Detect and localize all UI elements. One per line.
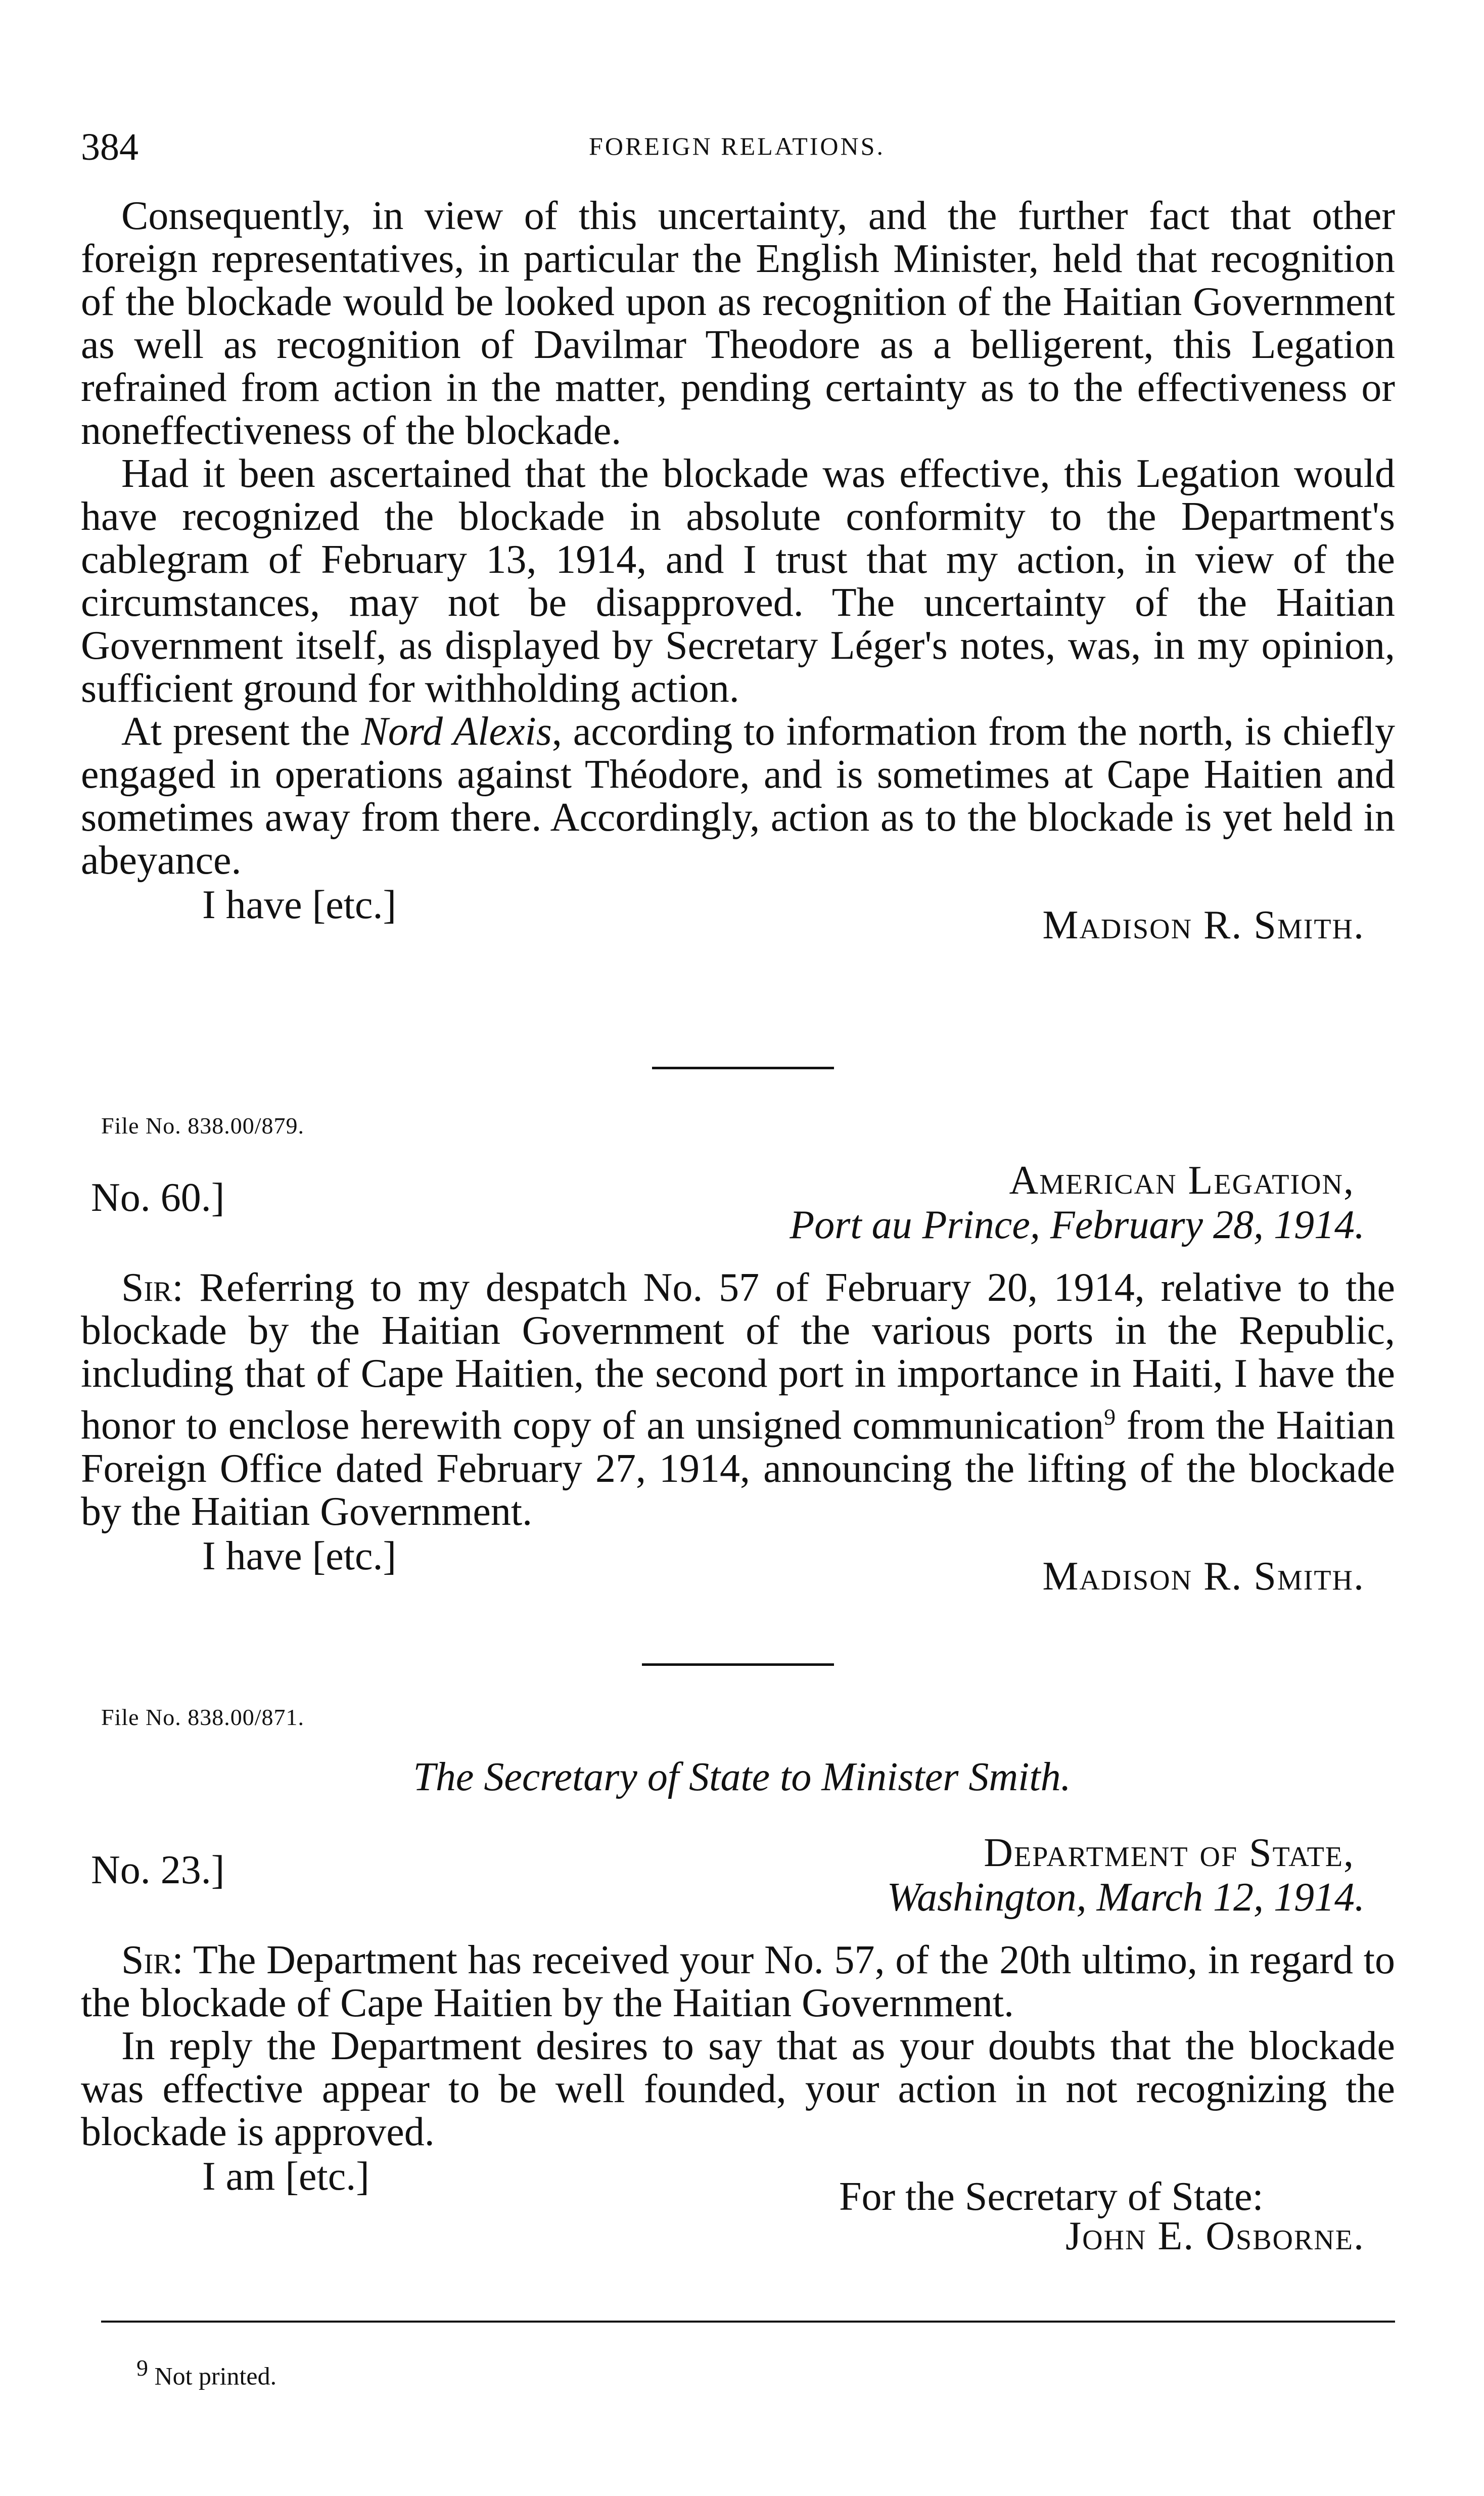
- footnote: [136, 2354, 276, 2391]
- closing-phrase: I am [etc.]: [202, 2154, 369, 2199]
- instruction-number: No. 23.]: [91, 1848, 225, 1892]
- closing-phrase: I have [etc.]: [202, 883, 397, 927]
- letter-title: The Secretary of State to Minister Smith.: [413, 1755, 1071, 1799]
- paragraph-1: Consequently, in view of this uncertainty, and the further fact that other foreign representatives, in particular the English Minister, held that recognition of the blockade would be looked upon as recognition of the Haitian Government as well as recognition of Davilmar Theodore as a belligerent, this Legation refrained from action in the matter, pending certainty as to the effectiveness or noneffectiveness of the blockade.: [81, 194, 1395, 453]
- paragraph-2: In reply the Department desires to say that as your doubts that the blockade was effective appear to be well founded, your action in not recognizing the blockade is approved.: [81, 2024, 1395, 2154]
- paragraph-3: At present the Nord Alexis, according to information from the north, is chiefly engaged in operations against Théodore, and is sometimes at Cape Haitien and sometimes away from there. Accordingly, action as to the blockade is yet held in abeyance.: [81, 709, 1396, 883]
- letter-body: [81, 1938, 1395, 2258]
- file-number: File No. 838.00/871.: [101, 1704, 305, 1730]
- signature: Madison R. Smith.: [1042, 903, 1365, 947]
- place-and-date: Washington, March 12, 1914.: [887, 1875, 1365, 1920]
- place-and-date: Port au Prince, February 28, 1914.: [790, 1203, 1365, 1247]
- signature: Madison R. Smith.: [1042, 1554, 1365, 1599]
- footnote-text: Not printed.: [154, 2362, 277, 2390]
- signature: John E. Osborne.: [1065, 2214, 1365, 2258]
- footnote-rule: [101, 2321, 1395, 2323]
- closing-block: [81, 1533, 1395, 1599]
- letter-body: [81, 1265, 1395, 1599]
- footnote-ref: 9: [1104, 1404, 1116, 1430]
- salutation: Sir: [121, 1938, 172, 1982]
- running-head: FOREIGN RELATIONS.: [589, 132, 885, 160]
- sender-organization: Department of State,: [984, 1831, 1355, 1875]
- section-rule: [642, 1663, 834, 1666]
- salutation: Sir: [121, 1265, 172, 1310]
- closing-block: [81, 882, 1395, 947]
- letter-continuation: [81, 194, 1396, 947]
- dateline: [81, 1158, 1395, 1249]
- section-rule: [652, 1067, 834, 1069]
- page-header: [81, 125, 1393, 171]
- paragraph-1: Sir: The Department has received your No. 57, of the 20th ultimo, in regard to the blockade of Cape Haitien by the Haitian Government.: [81, 1938, 1395, 2025]
- footnote-mark: 9: [136, 2355, 148, 2381]
- for-line: For the Secretary of State:: [839, 2174, 1264, 2219]
- sender-organization: American Legation,: [1009, 1158, 1355, 1203]
- page-number: 384: [81, 126, 138, 168]
- file-number: File No. 838.00/879.: [101, 1113, 305, 1139]
- despatch-number: No. 60.]: [91, 1175, 225, 1220]
- paragraph-2: Had it been ascertained that the blockade was effective, this Legation would have recognized the blockade in absolute conformity to the Department's cablegram of February 13, 1914, and I trust that my action, in view of the circumstances, may not be disapproved. The uncertainty of the Haitian Government itself, as displayed by Secretary Léger's notes, was, in my opinion, sufficient ground for withholding action.: [81, 451, 1395, 711]
- closing-block: [81, 2154, 1395, 2258]
- closing-phrase: I have [etc.]: [202, 1533, 397, 1578]
- ship-name: Nord Alexis: [361, 709, 552, 754]
- paragraph-body: Sir: Referring to my despatch No. 57 of February 20, 1914, relative to the blockade by the Haitian Government of the various ports in the Republic, including that of Cape Haitien, the second port in importance in Haiti, I have the honor to enclose herewith copy of an unsigned communication$^9$ from the Haitian Foreign Office dated February 27, 1914, announcing the lifting of the blockade by the Haitian Government.: [81, 1265, 1395, 1534]
- dateline: [81, 1830, 1395, 1921]
